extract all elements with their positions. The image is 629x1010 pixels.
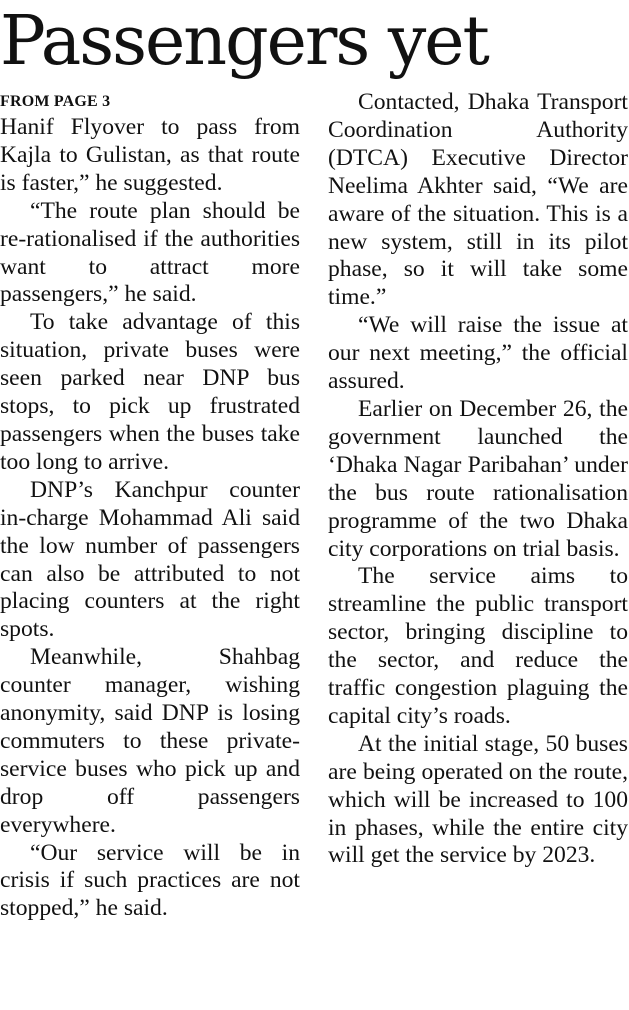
article-column-left <box>0 89 300 923</box>
paragraph: “The route plan should be re-rationalised if the authorities want to attract more passengers,” he said. <box>0 197 300 308</box>
paragraph: Earlier on December 26, the government launched the ‘Dhaka Nagar Paribahan’ under the bus route rationalisation programme of the two Dhaka city corporations on trial basis. <box>328 395 628 562</box>
paragraph: Meanwhile, Shahbag counter manager, wishing anonymity, said DNP is losing commuters to these private-service buses who pick up and drop off passengers everywhere. <box>0 644 300 838</box>
paragraph: Hanif Flyover to pass from Kajla to Gulistan, as that route is faster,” he suggested. <box>0 114 300 196</box>
paragraph: “We will raise the issue at our next meeting,” the official assured. <box>328 312 628 395</box>
headline: Passengers yet <box>0 2 488 81</box>
paragraph: Contacted, Dhaka Transport Coordination Authority (DTCA) Executive Director Neelima Akhter said, “We are aware of the situation. This is a new system, still in its pilot phase, so it will take some time.” <box>328 89 628 311</box>
paragraph: “Our service will be in crisis if such practices are not stopped,” he said. <box>0 839 300 922</box>
dateline: FROM PAGE 3 <box>0 93 111 110</box>
paragraph: The service aims to streamline the public transport sector, bringing discipline to the sector, and reduce the traffic congestion plaguing the capital city’s roads. <box>328 563 628 729</box>
paragraph: To take advantage of this situation, private buses were seen parked near DNP bus stops, to pick up frustrated passengers when the buses take too long to arrive. <box>0 309 300 475</box>
paragraph: DNP’s Kanchpur counter in-charge Mohammad Ali said the low number of passengers can also be attributed to not placing counters at the right spots. <box>0 476 300 643</box>
article-column-right <box>328 89 628 870</box>
paragraph: At the initial stage, 50 buses are being operated on the route, which will be increased to 100 in phases, while the entire city will get the service by 2023. <box>328 730 628 869</box>
